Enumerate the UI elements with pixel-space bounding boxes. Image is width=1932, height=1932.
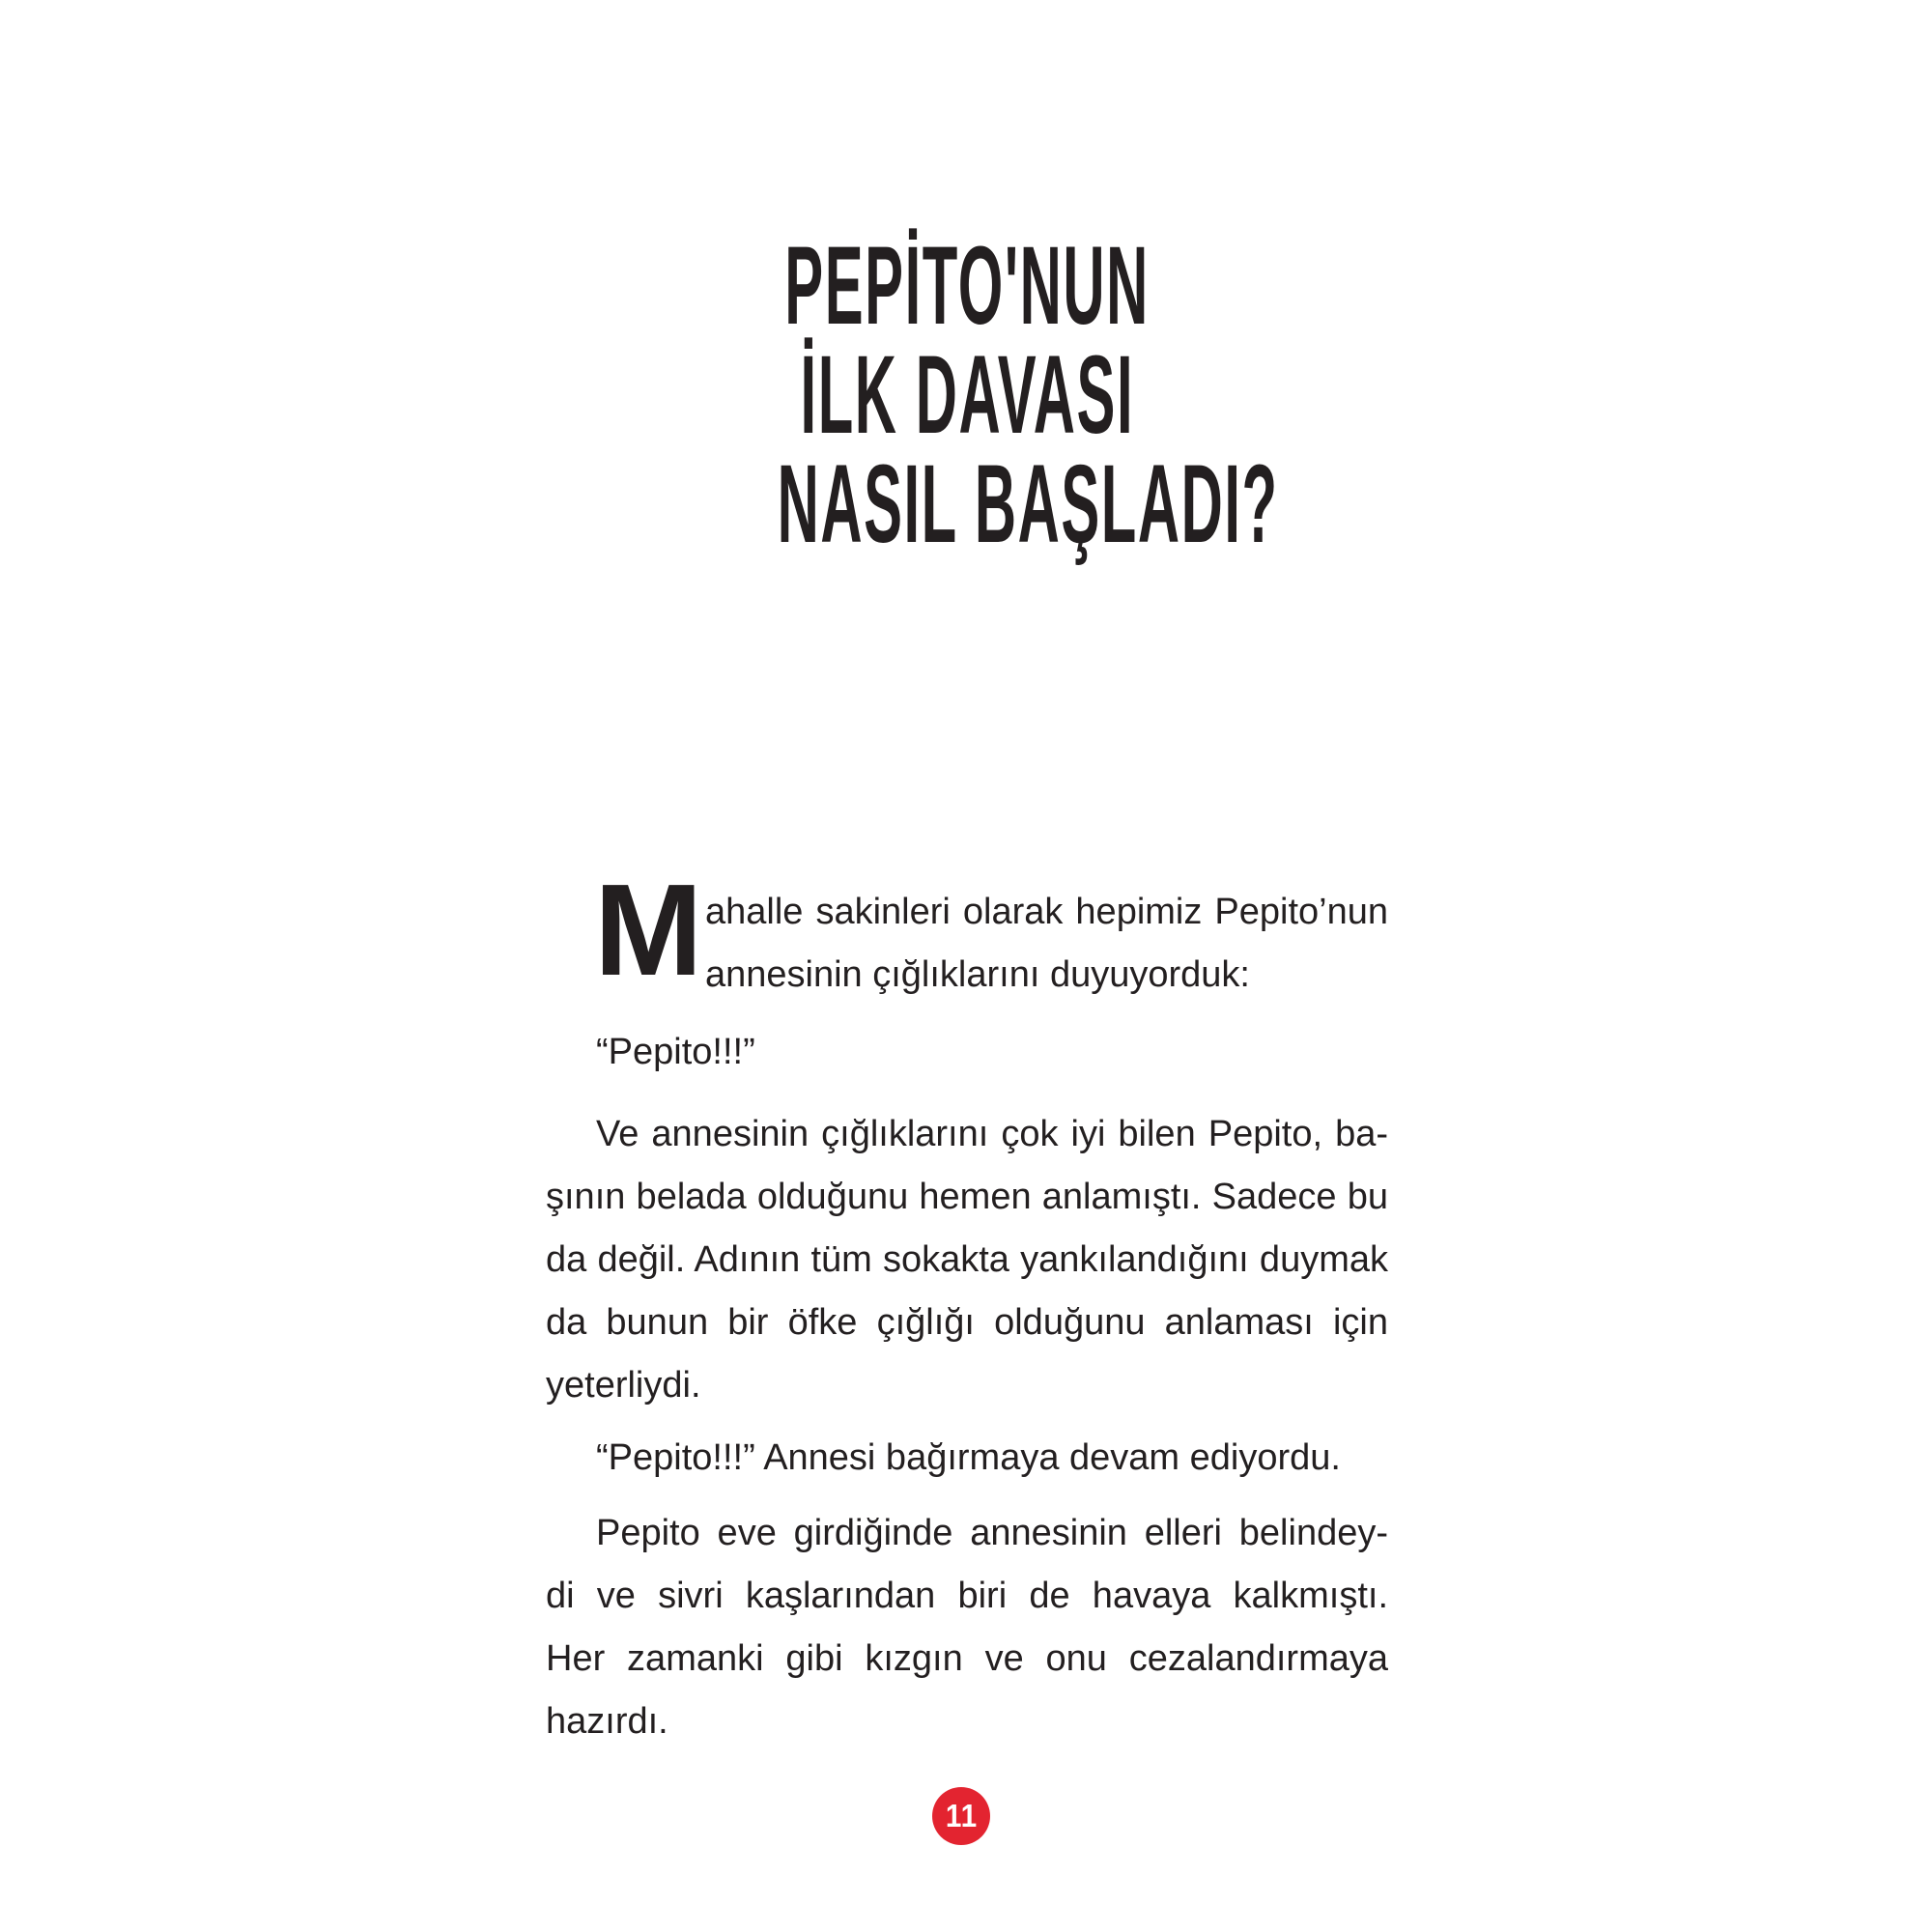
chapter-title-line-3	[546, 442, 1388, 566]
text-line: şının belada olduğunu hemen anlamıştı. Sadece bu	[546, 1177, 1388, 1217]
text-line: ahalle sakinleri olarak hepimiz Pepito’nun	[705, 892, 1388, 932]
page-number-badge	[932, 1787, 990, 1845]
text-line: “Pepito!!!” Annesi bağırmaya devam ediyordu.	[596, 1437, 1341, 1478]
chapter-title-line-1	[546, 224, 1388, 348]
text-line: yeterliydi.	[546, 1365, 701, 1406]
paragraph-main	[546, 1103, 1388, 1417]
chapter-title-text-1: PEPİTO'NUN	[784, 224, 1150, 348]
text-line: “Pepito!!!”	[596, 1032, 755, 1072]
text-line: di ve sivri kaşlarından biri de havaya kalkmıştı.	[546, 1576, 1388, 1616]
chapter-title-line-2	[546, 333, 1388, 457]
text-line: Ve annesinin çığlıklarını çok iyi bilen Pepito, ba-	[596, 1114, 1388, 1154]
text-line: da bunun bir öfke çığlığı olduğunu anlaması için	[546, 1302, 1388, 1343]
paragraph-opening	[705, 881, 1388, 1007]
chapter-title-text-3: NASIL BAŞLADI?	[777, 442, 1279, 566]
page-number: 11	[945, 1798, 978, 1833]
paragraph-quote-1	[546, 1021, 1388, 1084]
text-line: da değil. Adının tüm sokakta yankılandığını duymak	[546, 1239, 1388, 1280]
text-line: hazırdı.	[546, 1701, 668, 1742]
text-line: annesinin çığlıklarını duyuyorduk:	[705, 954, 1250, 995]
chapter-title-text-2: İLK DAVASI	[800, 333, 1134, 457]
text-line: Pepito eve girdiğinde annesinin elleri belindey-	[596, 1513, 1388, 1553]
paragraph-quote-2	[546, 1427, 1388, 1490]
text-line: Her zamanki gibi kızgın ve onu cezalandırmaya	[546, 1638, 1388, 1679]
chapter-title	[546, 224, 1388, 566]
drop-cap-letter: M	[594, 857, 703, 1003]
paragraph-closing	[546, 1502, 1388, 1753]
